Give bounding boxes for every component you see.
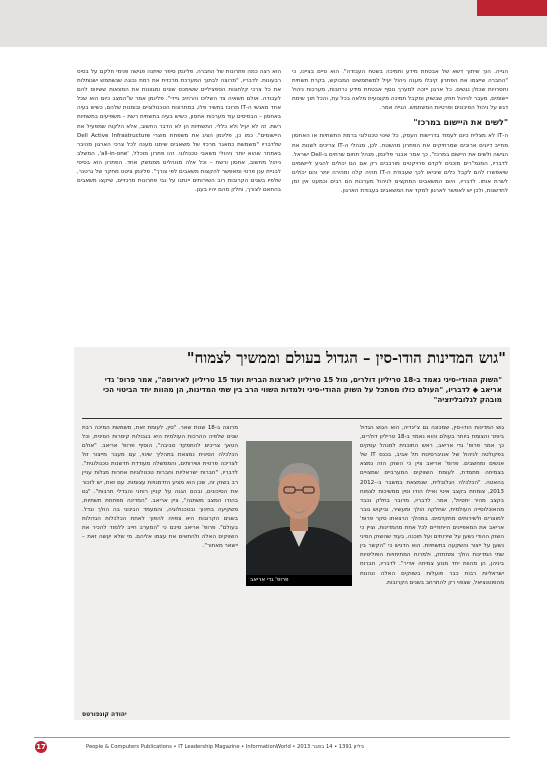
lead-divider xyxy=(82,418,502,419)
article-column-right-para2: ה-IT לא מצליח כיום לעמוד בדרישות העסק, כל שינוי טכנולוגי ברמת התשתיות או האחסון מחייב דיונים ארוכים שמרחיקים את הפתרון מהשטח. לכן, מנהלי ה-IT צריכים לשנות את הגישה ולשים את היישום במרכז", כך אמר אבנר פלינמן, מנהל תחום שרתים ב-Dell ישראל. לדבריו, המנמ"רים מוכנים לקדם פרויקטים מורכבים רק אם הם יכולים להגיע ליישומים שיאפשרו להם לקבל כלים שיביאו לכך שעבודת ה-IT תהיה קלה ומהירה יותר והם יכולים לשרת אותו. לדבריו, היום המשאבים המוקצים לניהול מערכות הם רבים וכמעט אין זמן לחדשנות, ולכן יש לאפשר לארגון למקד את המשאבים בעבודת הארגון. xyxy=(292,133,508,195)
sidebar-column-left xyxy=(82,424,238,706)
speaker-portrait-image xyxy=(246,441,352,575)
article-column-left-text: הוא רצה כמה פתרונות של החברה. פלינמן סיפר שיתנה פגישה פנימי חלקם על בסיס רבעונות. לדבריו, "מרוצה לבתוך המערכת מרכזית את רמת נכונה שנשתמש ישנותלות את כל צרכי קלחונות הספציליים ששימכס שונים ומגוונות את המצאות ששיווס להם לעבודה. אולם חשאיה צד השליכו והרחיב גיידי". פלינמן אמר ש"המצב כיום הוא שכל אחד מאנשי ה-IT מרוכז בתשיר פלו, במתרונות הטכנולוגיים ובומנות שלהם, כשיש בעיה באחסון – הבסיסים עוד מערכות אחסון, כשיש בעיה בתשתית רשת – משפיעים בתשתיות רשת. זה לא יעיל ולא כללי. התשתיות הן לא הדבר החשוב, אלא הלקוח שמפעיל את היישומים". כמו כן, פלינמן הציג את משפחת מוצרי Dell Active Infrastructure שלדבריו "משמשת כמאגר מרכזי של משאבים שיתנו מענה לכל צרכי הארגון מהיבר באתחר שהוא יותר ניהולי משאבי טכנולוגי. זהו פתרון מוכלל, 'all-in-one', המשלב ניהול מחשוב, אחסון ורשת – וכל אלה מנוהלים מממשק אחד. הפתרון הוא בסיסי לבניית ענן פרטי ומאפשר להקצות משאבים לפי צורך". פלינמן ציטט מחקר של גרטנר, שלפיו בשנים הקרובות רוב השירותים יינתנו על גבי פתרונות מרכזיים, שיקצו משאבים בהתאם לצורך, וחלק מהם יהיו בענן. xyxy=(77,69,281,194)
article-subheading: "לשים את היישום במרכז" xyxy=(413,118,508,128)
sidebar-article-lead: "השוק ההודי-סיני נאמד ב-18 טריליון דולרים, מול 15 טריליון לארצות הברית ועוד 15 טריליון לאירופה", אמר פרופ' גדי אריאב ◆ לדבריו, "העולם כולו מסתכל על השוק ההודי-סיני ולמדות השווי הרב בין שתי המדינות, הן מהוות יחד הביטוי הכי מובהק לגלובליזציה" xyxy=(102,375,502,404)
photo-caption: פרופ' גדי אריאב xyxy=(246,575,352,586)
page-number: 17 xyxy=(36,743,46,751)
top-band xyxy=(0,0,547,47)
sidebar-column-left-text: מרוצה ב-18 שנות שאר. "סין, לעומת זאת, משמשת המיכה רבת שנים שלפיה ההרכות העולמית היא בגבולות קיסרות הסינית, וכל הטאך צריכים להתמקד סביבה", הוסיף פרופ' אריאב. "אולם הכלכלה הסינית נמצאת בתהליך שינוי, עם מעבר מייצור זול לצריכה פרטית ושירותים, והממשלה מעודדת חדשנות טכנולוגית". לדבריו, "חברות ישראליות וחברות טכנולוגיות אחרות מגלות עניין רב בשוק זה, שכן הוא מציע הזדמנויות עצומות. עם זאת, יש לזכור את הסיכונים, ובהם הגנה על קניין רוחני והבדלי תרבות". "גם בהודו המצב משתנה", ציין אריאב. "המדינה מפתחת תשתיות, משקיעה בחינוך ובטכנולוגיה, והמעמד הבינוני בה הולך וגדל. בשנים הקרובות היא צפויה להפוך לאחת הכלכלות הגדולות בעולם". פרופ' אריאב סיכם כי "המערב חייב ללמוד להכיר את השווקים האלה ולהתאים את עצמו אליהם. מי שלא יעשה זאת – יישאר מאחור". xyxy=(82,425,238,550)
section-color-bar xyxy=(477,0,547,16)
footer-divider xyxy=(34,737,510,738)
speaker-photo xyxy=(246,441,352,575)
article-author: יהודה קונפורטס xyxy=(82,711,127,718)
article-column-right-para1: הגייה. הוך שיתוך דשא של אבטחת מידע ותמיכה בשטח העבודה". הוא סיים בציינו, כי "החברה שייצמו את הפתרון קיבלו מענה ניהול יעיל למשתמשים המבוקש, בקרת תשתית וחסרויות שכולן נגשים. כל ארגון ייזכה למערך נוסף אבטחת מידע נרחבות, מערכות ניהול יישומים, מעבר לניהול חוזק שבשוק ומקבל תמיכה מקצועית מלאה בכל עת, והכל תוך שימת דגש על ניהול הסיכונים ופרטיות המשתמש. הגייה אמר. xyxy=(292,69,508,112)
article-column-right xyxy=(292,68,508,334)
article-column-left xyxy=(77,68,281,334)
sidebar-article-title: "גוש המדינות הודו-סין – הגדול בעולם וממשיך לצמוח" xyxy=(186,349,506,367)
footer-publication-line: People & Computers Publications • IT Leadership Magazine • InformationWorld • 2013 גיליון 1391 • 14 בפבר xyxy=(86,744,364,750)
sidebar-column-right xyxy=(360,424,504,714)
sidebar-column-right-text: גוש המדינות הודו-סין, שמכונה גם צ'ינדיה, הוא הגוש הגדול ביותר והצומח ביותר בעולם והוא נאמד ב-18 טריליון דולרים, כך אמר פרופ' גדי אריאב, ראש התוכנית למנהל עסקים בפקולטה לניהול של אוניברסיטת תל אביב, בכנס IT של אנשים ומחשבים. פרופ' אריאב ציין כי השוק הזה נמצא בצמיחה מתמדת, לעומת השווקים המערביים שמצויים בהאטה. "הכלכלה הגלובלית, שנמצאת במשבר ב-2012-2013, צומחת בקצב איטי ואילו הודו וסין ממשיכות לצמוח בקצב מהיר יחסית", אמר. לדבריו, מדובר בחלק נכבד מהאוכלוסייה העולמית, שחלקה הולך ומעשיר, וביקוש גובר למוצרים ולשירותים מתקדמים. במהלך הרצאתו סקר פרופ' אריאב את המאפיינים הייחודיים לכל אחת מהמדינות, וציין כי השוק ההודי נשען על שירותים ועל תוכנה, בעוד שהשוק הסיני נשען על ייצור והשקעה בתשתיות. הוא הדגיש כי "הקשר בין שתי המדינות הולך ומתחזק, ולמרות המתיחויות הפוליטיות ביניהן, הן מהוות יחד מנוע צמיחה אדיר". לדבריו, חברות ישראליות רבות כבר פועלות בשווקים האלה ונהנות מהפוטנציאל, שצפוי רק להתרחב בשנים הקרובות. xyxy=(360,425,504,586)
footer xyxy=(34,742,510,752)
